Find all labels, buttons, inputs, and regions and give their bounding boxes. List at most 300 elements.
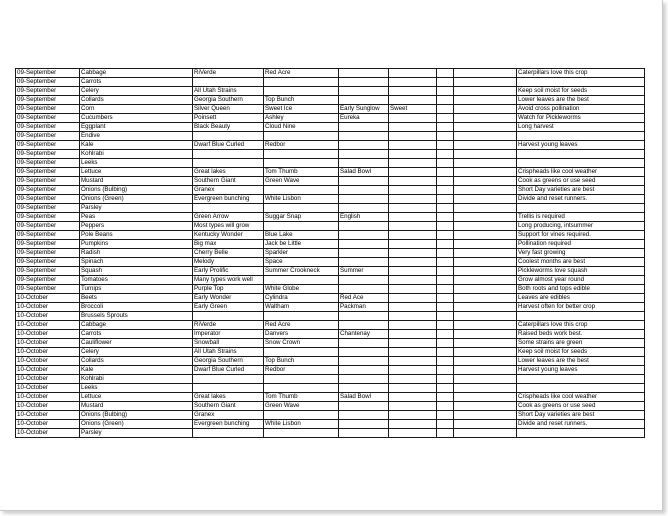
table-cell: 09-September [16, 78, 80, 87]
table-cell: 09-September [16, 141, 80, 150]
table-cell: 09-September [16, 285, 80, 294]
table-cell [193, 429, 264, 438]
table-cell: Lettuce [80, 393, 193, 402]
table-cell: Sweet [389, 105, 437, 114]
table-cell [193, 132, 264, 141]
table-cell [437, 276, 454, 285]
table-cell: Melody [193, 258, 264, 267]
table-cell: Crispheads like cool weather [517, 393, 645, 402]
table-cell [517, 132, 645, 141]
table-cell [454, 267, 517, 276]
table-row [16, 384, 645, 393]
table-cell [389, 150, 437, 159]
table-cell: Top Bunch [264, 357, 339, 366]
table-cell [454, 321, 517, 330]
table-cell [389, 420, 437, 429]
table-cell [389, 141, 437, 150]
table-cell: Caterpillars love this crop [517, 321, 645, 330]
table-cell [339, 348, 389, 357]
table-cell [437, 87, 454, 96]
table-cell [517, 159, 645, 168]
table-cell [437, 150, 454, 159]
table-cell [339, 222, 389, 231]
table-cell: Poinsett [193, 114, 264, 123]
table-cell [264, 384, 339, 393]
table-cell [437, 267, 454, 276]
table-cell [454, 348, 517, 357]
table-cell [454, 393, 517, 402]
table-cell [389, 312, 437, 321]
table-cell [339, 321, 389, 330]
table-cell [389, 231, 437, 240]
table-cell [454, 276, 517, 285]
table-cell [389, 330, 437, 339]
table-cell: White Globe [264, 285, 339, 294]
table-cell: 09-September [16, 186, 80, 195]
table-cell [339, 204, 389, 213]
table-cell [437, 366, 454, 375]
table-cell: Granex [193, 411, 264, 420]
table-cell [389, 402, 437, 411]
table-cell [454, 168, 517, 177]
table-cell [264, 186, 339, 195]
table-cell [389, 366, 437, 375]
table-cell [193, 312, 264, 321]
table-cell [389, 393, 437, 402]
table-cell [193, 375, 264, 384]
table-cell: Pickleworms love squash [517, 267, 645, 276]
table-cell: Divide and reset runners. [517, 420, 645, 429]
table-cell: Green Wave [264, 402, 339, 411]
table-cell [339, 384, 389, 393]
table-cell [517, 204, 645, 213]
table-row [16, 312, 645, 321]
table-cell: Suggar Snap [264, 213, 339, 222]
table-cell: Waltham [264, 303, 339, 312]
table-cell: All Utah Strains [193, 87, 264, 96]
table-cell [437, 186, 454, 195]
table-cell: Divide and reset runners. [517, 195, 645, 204]
table-row [16, 123, 645, 132]
table-cell [389, 87, 437, 96]
table-cell [517, 429, 645, 438]
table-row [16, 240, 645, 249]
table-cell [264, 276, 339, 285]
table-cell: Early Prolific [193, 267, 264, 276]
table-cell: Jack be Little [264, 240, 339, 249]
table-cell: Salad Bowl [339, 393, 389, 402]
table-cell: Ashley [264, 114, 339, 123]
table-cell [339, 249, 389, 258]
table-row [16, 420, 645, 429]
table-cell [454, 339, 517, 348]
table-cell: Kale [80, 141, 193, 150]
table-cell: Pumpkins [80, 240, 193, 249]
table-cell [389, 96, 437, 105]
table-cell: Danvers [264, 330, 339, 339]
table-cell: Short Day varieties are best [517, 411, 645, 420]
table-cell: Lower leaves are the best [517, 96, 645, 105]
table-cell: Squash [80, 267, 193, 276]
table-cell: Silver Queen [193, 105, 264, 114]
table-cell: Blue Lake [264, 231, 339, 240]
table-cell [437, 312, 454, 321]
table-cell: 09-September [16, 177, 80, 186]
table-cell: 09-September [16, 87, 80, 96]
table-cell [339, 141, 389, 150]
table-cell [264, 78, 339, 87]
table-cell [264, 150, 339, 159]
table-cell: Beets [80, 294, 193, 303]
table-row [16, 285, 645, 294]
table-cell: Summer [339, 267, 389, 276]
table-cell [437, 420, 454, 429]
table-row [16, 222, 645, 231]
table-cell [454, 204, 517, 213]
table-cell: Red Ace [339, 294, 389, 303]
table-cell [454, 429, 517, 438]
table-cell: 09-September [16, 105, 80, 114]
table-cell: Keep soil moist for seeds [517, 87, 645, 96]
table-cell: 10-October [16, 330, 80, 339]
table-cell [264, 132, 339, 141]
table-cell [339, 276, 389, 285]
table-cell [454, 159, 517, 168]
table-cell: Great lakes [193, 168, 264, 177]
table-cell: Cabbage [80, 69, 193, 78]
table-cell [454, 375, 517, 384]
table-cell [437, 321, 454, 330]
table-cell: Cabbage [80, 321, 193, 330]
table-cell: 10-October [16, 339, 80, 348]
table-cell: Endive [80, 132, 193, 141]
table-cell: Great lakes [193, 393, 264, 402]
table-cell: 10-October [16, 393, 80, 402]
table-cell: White Lisbon [264, 420, 339, 429]
table-row [16, 303, 645, 312]
table-cell [517, 150, 645, 159]
table-cell [437, 429, 454, 438]
table-cell [389, 168, 437, 177]
table-cell [339, 366, 389, 375]
table-cell: 09-September [16, 213, 80, 222]
table-cell [389, 114, 437, 123]
table-row [16, 159, 645, 168]
table-cell: Eureka [339, 114, 389, 123]
table-cell: Many types work well [193, 276, 264, 285]
table-cell [339, 258, 389, 267]
table-cell [437, 105, 454, 114]
table-row [16, 321, 645, 330]
table-row [16, 195, 645, 204]
table-cell [454, 114, 517, 123]
table-cell [264, 411, 339, 420]
table-row [16, 231, 645, 240]
table-cell [389, 69, 437, 78]
table-cell [339, 96, 389, 105]
table-cell [437, 177, 454, 186]
table-cell: Broccoli [80, 303, 193, 312]
table-cell: Celery [80, 87, 193, 96]
table-cell [389, 384, 437, 393]
table-cell [437, 375, 454, 384]
table-cell: Collards [80, 357, 193, 366]
table-cell [437, 114, 454, 123]
table-cell [437, 168, 454, 177]
table-cell: Some strains are green [517, 339, 645, 348]
table-cell: Green Wave [264, 177, 339, 186]
table-cell: Redbor [264, 366, 339, 375]
table-row [16, 402, 645, 411]
table-cell [339, 159, 389, 168]
table-cell [437, 402, 454, 411]
table-cell [517, 384, 645, 393]
table-cell: Parsley [80, 429, 193, 438]
table-cell: Spinach [80, 258, 193, 267]
table-cell: Grow almost year round [517, 276, 645, 285]
table-cell [389, 276, 437, 285]
table-cell: Top Bunch [264, 96, 339, 105]
table-cell [264, 312, 339, 321]
table-cell: Kohlrabi [80, 375, 193, 384]
table-cell: Mustard [80, 402, 193, 411]
table-row [16, 150, 645, 159]
table-cell [193, 78, 264, 87]
table-cell [389, 213, 437, 222]
table-cell [339, 123, 389, 132]
table-cell: Pollination required [517, 240, 645, 249]
table-cell: Leeks [80, 159, 193, 168]
table-cell [454, 330, 517, 339]
table-cell [437, 258, 454, 267]
table-row [16, 114, 645, 123]
table-cell [437, 294, 454, 303]
table-cell [437, 141, 454, 150]
table-cell [454, 132, 517, 141]
table-cell: Imperator [193, 330, 264, 339]
table-cell: Crispheads like cool weather [517, 168, 645, 177]
table-cell: Cylindra [264, 294, 339, 303]
table-cell: Red Acre [264, 69, 339, 78]
table-cell [454, 312, 517, 321]
table-cell: 09-September [16, 267, 80, 276]
table-cell [517, 375, 645, 384]
table-cell: Lower leaves are the best [517, 357, 645, 366]
table-cell: Radish [80, 249, 193, 258]
table-cell: Watch for Pickleworms [517, 114, 645, 123]
table-row [16, 204, 645, 213]
table-cell [339, 150, 389, 159]
table-cell: Kohlrabi [80, 150, 193, 159]
planting-table [15, 68, 645, 438]
table-cell: 10-October [16, 402, 80, 411]
table-cell: Avoid cross pollination [517, 105, 645, 114]
table-cell [339, 132, 389, 141]
table-cell [437, 348, 454, 357]
table-cell: Salad Bowl [339, 168, 389, 177]
table-cell [437, 240, 454, 249]
table-row [16, 276, 645, 285]
table-row [16, 258, 645, 267]
table-cell: Redbor [264, 141, 339, 150]
table-cell [437, 330, 454, 339]
table-cell [339, 402, 389, 411]
table-cell: 09-September [16, 195, 80, 204]
table-cell: 10-October [16, 294, 80, 303]
table-cell [339, 69, 389, 78]
table-cell [437, 222, 454, 231]
table-row [16, 177, 645, 186]
table-cell: Keep soil moist for seeds [517, 348, 645, 357]
table-cell: Early Green [193, 303, 264, 312]
table-cell [389, 186, 437, 195]
table-cell: Support for vines required. [517, 231, 645, 240]
table-row [16, 357, 645, 366]
table-cell: 10-October [16, 375, 80, 384]
table-cell: 09-September [16, 132, 80, 141]
table-cell: 09-September [16, 240, 80, 249]
table-cell: Georgia Southern [193, 96, 264, 105]
table-row [16, 87, 645, 96]
table-cell: Long producing, intsummer [517, 222, 645, 231]
table-cell [454, 195, 517, 204]
table-cell [339, 420, 389, 429]
table-cell [437, 339, 454, 348]
table-cell: 09-September [16, 276, 80, 285]
table-cell: Coolest months are best [517, 258, 645, 267]
table-cell [389, 348, 437, 357]
table-body [16, 69, 645, 438]
table-row [16, 366, 645, 375]
table-cell: Big max [193, 240, 264, 249]
table-cell [437, 411, 454, 420]
table-cell: 09-September [16, 222, 80, 231]
table-cell [517, 312, 645, 321]
table-cell: Cloud Nine [264, 123, 339, 132]
table-row [16, 78, 645, 87]
table-cell: Cook as greens or use seed [517, 402, 645, 411]
table-cell [264, 348, 339, 357]
table-cell: 10-October [16, 321, 80, 330]
table-cell [264, 87, 339, 96]
table-cell: Dwarf Blue Curled [193, 366, 264, 375]
table-cell: Both roots and tops edible [517, 285, 645, 294]
table-row [16, 267, 645, 276]
table-cell: Kale [80, 366, 193, 375]
table-cell: Sparkler [264, 249, 339, 258]
table-cell [437, 213, 454, 222]
table-cell: Carrots [80, 330, 193, 339]
table-cell [389, 204, 437, 213]
table-cell [454, 249, 517, 258]
table-cell [389, 123, 437, 132]
table-cell [339, 231, 389, 240]
table-cell: Cherry Belle [193, 249, 264, 258]
table-cell: Raised beds work best. [517, 330, 645, 339]
table-cell: Snow Crown [264, 339, 339, 348]
table-cell: Onions (Green) [80, 195, 193, 204]
table-cell [437, 78, 454, 87]
table-cell [454, 186, 517, 195]
table-cell [389, 177, 437, 186]
table-cell: 09-September [16, 123, 80, 132]
table-cell [339, 312, 389, 321]
table-cell: Cucumbers [80, 114, 193, 123]
table-cell [437, 249, 454, 258]
table-cell [437, 195, 454, 204]
table-cell [437, 96, 454, 105]
table-cell: 10-October [16, 312, 80, 321]
table-cell [389, 357, 437, 366]
table-cell: 10-October [16, 420, 80, 429]
table-cell [339, 285, 389, 294]
table-cell: All Utah Strains [193, 348, 264, 357]
table-cell: Granex [193, 186, 264, 195]
table-cell: 09-September [16, 258, 80, 267]
table-cell: Corn [80, 105, 193, 114]
table-cell: Early Sunglow [339, 105, 389, 114]
table-cell: Purple Top [193, 285, 264, 294]
table-cell: Onions (Bulbing) [80, 411, 193, 420]
table-row [16, 186, 645, 195]
table-cell: Evergreen bunching [193, 420, 264, 429]
table-cell: Eggplant [80, 123, 193, 132]
table-cell [454, 402, 517, 411]
table-cell [264, 375, 339, 384]
table-cell [454, 384, 517, 393]
table-cell: Peas [80, 213, 193, 222]
table-cell: Onions (Green) [80, 420, 193, 429]
table-cell: Peppers [80, 222, 193, 231]
table-cell [454, 294, 517, 303]
table-cell: Packman [339, 303, 389, 312]
table-cell [389, 132, 437, 141]
table-cell [389, 339, 437, 348]
table-row [16, 141, 645, 150]
table-cell [264, 159, 339, 168]
table-cell: 10-October [16, 366, 80, 375]
table-cell: 10-October [16, 357, 80, 366]
table-cell: 09-September [16, 204, 80, 213]
table-cell [264, 204, 339, 213]
table-cell: Space [264, 258, 339, 267]
table-cell [389, 249, 437, 258]
table-cell: Snowball [193, 339, 264, 348]
table-cell [193, 204, 264, 213]
table-cell [437, 132, 454, 141]
table-cell: 10-October [16, 429, 80, 438]
table-row [16, 96, 645, 105]
table-cell: Southern Giant [193, 402, 264, 411]
table-cell: Caterpillars love this crop [517, 69, 645, 78]
table-cell: Lettuce [80, 168, 193, 177]
table-cell [264, 429, 339, 438]
table-cell [389, 303, 437, 312]
table-cell [389, 321, 437, 330]
table-cell: Harvest often for better crop [517, 303, 645, 312]
table-cell [193, 159, 264, 168]
table-cell [454, 366, 517, 375]
table-cell [339, 429, 389, 438]
table-cell [389, 78, 437, 87]
table-cell [437, 123, 454, 132]
table-row [16, 105, 645, 114]
table-cell [389, 258, 437, 267]
table-cell [454, 78, 517, 87]
table-cell: Kentucky Wonder [193, 231, 264, 240]
table-row [16, 411, 645, 420]
table-cell: Chantenay [339, 330, 389, 339]
